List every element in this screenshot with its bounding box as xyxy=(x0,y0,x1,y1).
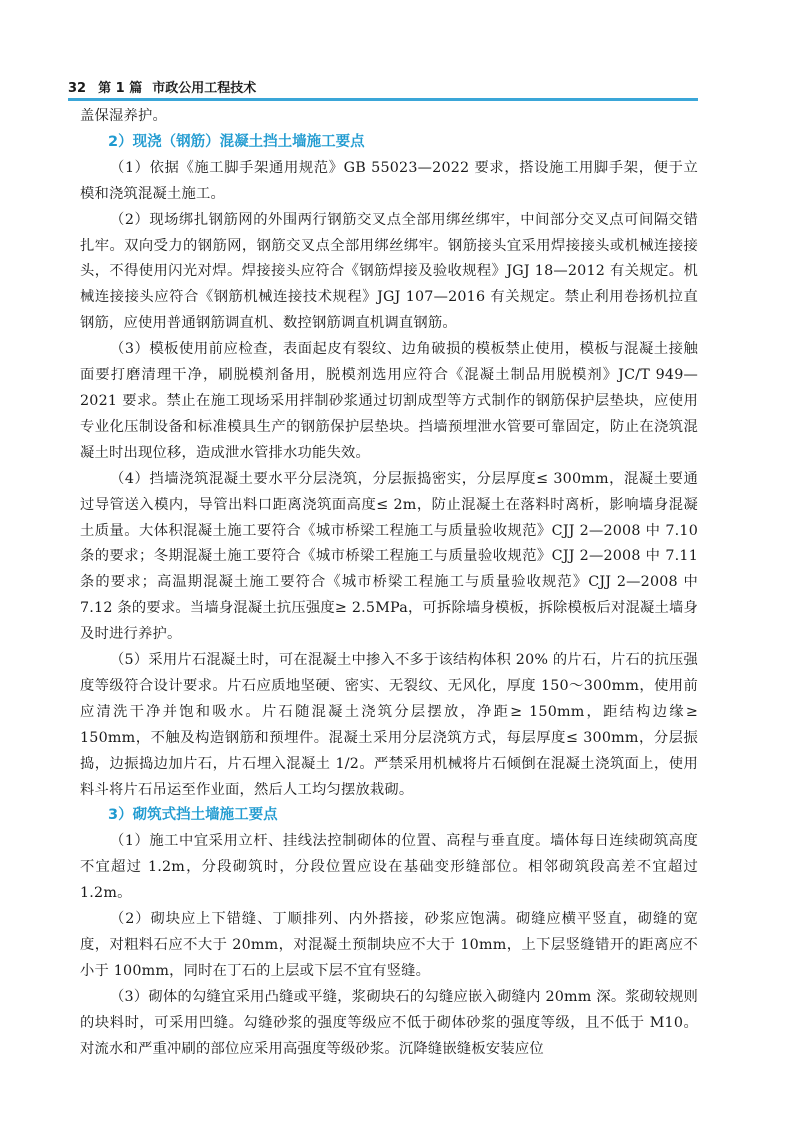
paragraph: （1）施工中宜采用立杆、挂线法控制砌体的位置、高程与垂直度。墙体每日连续砌筑高度不宜超过 1.2m，分段砌筑时，分段位置应设在基础变形缝部位。相邻砌筑段高差不宜超过 1.2m。 xyxy=(80,833,698,902)
paragraph: （3）模板使用前应检查，表面起皮有裂纹、边角破损的模板禁止使用，模板与混凝土接触面要打磨清理干净，刷脱模剂备用，脱模剂选用应符合《混凝土制品用脱模剂》JC/T 949—2021 要求。禁止在施工现场采用拌制砂浆通过切割成型等方式制作的钢筋保护层垫块，应使用专业化压制设备和标准模具生产的钢筋保护层垫块。挡墙预埋泄水管要可靠固定，防止在浇筑混凝土时出现位移，造成泄水管排水功能失效。 xyxy=(80,341,698,461)
chapter-title: 市政公用工程技术 xyxy=(152,81,257,96)
paragraph: （2）砌块应上下错缝、丁顺排列、内外搭接，砂浆应饱满。砌缝应横平竖直，砌缝的宽度，对粗料石应不大于 20mm，对混凝土预制块应不大于 10mm，上下层竖缝错开的距离应不小于 100mm，同时在丁石的上层或下层不宜有竖缝。 xyxy=(80,911,698,979)
paragraph-continued: 盖保湿养护。 xyxy=(80,108,167,124)
paragraph: （5）采用片石混凝土时，可在混凝土中掺入不多于该结构体积 20% 的片石，片石的抗压强度等级符合设计要求。片石应质地坚硬、密实、无裂纹、无风化，厚度 150～300mm，使用前应清洗干净并饱和吸水。片石随混凝土浇筑分层摆放，净距≥ 150mm，距结构边缘≥ 150mm，不触及构造钢筋和预埋件。混凝土采用分层浇筑方式，每层厚度≤ 300mm，分层振捣，边振捣边加片石，片石埋入混凝土 1/2。严禁采用机械将片石倾倒在混凝土浇筑面上，使用料斗将片石吊运至作业面，然后人工均匀摆放栽砌。 xyxy=(80,652,698,798)
chapter-label: 第 1 篇 xyxy=(98,81,143,96)
page-number: 32 xyxy=(68,81,87,96)
paragraph: （1）依据《施工脚手架通用规范》GB 55023—2022 要求，搭设施工用脚手架，便于立模和浇筑混凝土施工。 xyxy=(80,159,698,202)
paragraph: （3）砌体的勾缝宜采用凸缝或平缝，浆砌块石的勾缝应嵌入砌缝内 20mm 深。浆砌较规则的块料时，可采用凹缝。勾缝砂浆的强度等级应不低于砌体砂浆的强度等级，且不低于 M10。对流水和严重冲刷的部位应采用高强度等级砂浆。沉降缝嵌缝板安装应位 xyxy=(80,988,698,1057)
section-heading-3: 3）砌筑式挡土墙施工要点 xyxy=(108,807,278,824)
header-rule xyxy=(68,98,698,101)
running-header xyxy=(68,66,698,96)
paragraph: （4）挡墙浇筑混凝土要水平分层浇筑，分层振捣密实，分层厚度≤ 300mm，混凝土要通过导管送入模内，导管出料口距离浇筑面高度≤ 2m，防止混凝土在落料时离析，影响墙身混凝土质量。大体积混凝土施工要符合《城市桥梁工程施工与质量验收规范》CJJ 2—2008 中 7.10 条的要求；冬期混凝土施工要符合《城市桥梁工程施工与质量验收规范》CJJ 2—2008 中 7.11 条的要求；高温期混凝土施工要符合《城市桥梁工程施工与质量验收规范》CJJ 2—2008 中 7.12 条的要求。当墙身混凝土抗压强度≥ 2.5MPa，可拆除墙身模板，拆除模板后对混凝土墙身及时进行养护。 xyxy=(80,470,698,643)
body-text xyxy=(80,104,698,1063)
paragraph: （2）现场绑扎钢筋网的外围两行钢筋交叉点全部用绑丝绑牢，中间部分交叉点可间隔交错扎牢。双向受力的钢筋网，钢筋交叉点全部用绑丝绑牢。钢筋接头宜采用焊接接头或机械连接接头，不得使用闪光对焊。焊接接头应符合《钢筋焊接及验收规程》JGJ 18—2012 有关规定。机械连接接头应符合《钢筋机械连接技术规程》JGJ 107—2016 有关规定。禁止利用卷扬机拉直钢筋，应使用普通钢筋调直机、数控钢筋调直机调直钢筋。 xyxy=(80,211,698,332)
section-heading-2: 2）现浇（钢筋）混凝土挡土墙施工要点 xyxy=(108,133,365,150)
